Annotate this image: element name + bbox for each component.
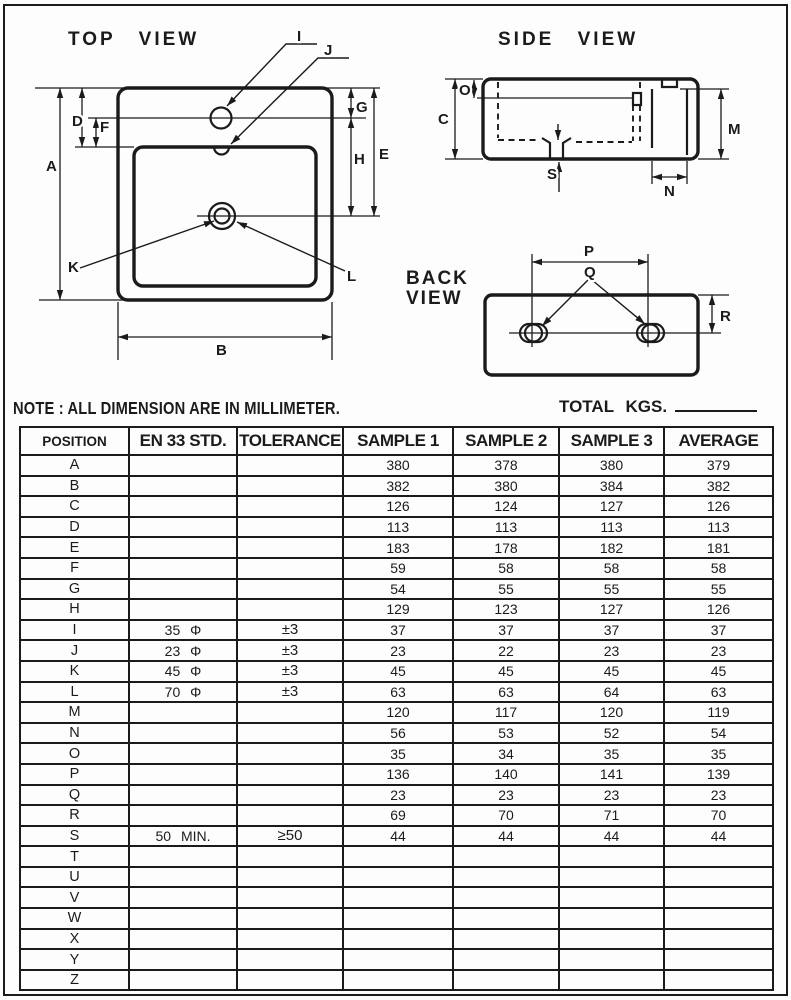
value-cell: [237, 455, 343, 476]
basin-outer-outline: [118, 88, 332, 300]
value-cell: 178: [453, 537, 559, 558]
dim-label-i: I: [297, 28, 302, 45]
value-cell: [453, 846, 559, 867]
value-cell: 37: [559, 620, 664, 641]
value-cell: 35: [664, 743, 773, 764]
col-header-en33std: EN 33 STD.: [129, 427, 237, 455]
top-view-title: TOP VIEW: [68, 29, 200, 50]
value-cell: [343, 846, 453, 867]
value-cell: [664, 846, 773, 867]
value-cell: [237, 970, 343, 991]
position-cell: N: [20, 723, 129, 744]
table-row: [20, 517, 773, 538]
position-cell: K: [20, 661, 129, 682]
table-row: [20, 723, 773, 744]
value-cell: 126: [664, 599, 773, 620]
value-cell: ±3: [237, 661, 343, 682]
value-cell: 45: [664, 661, 773, 682]
table-row: [20, 682, 773, 703]
value-cell: [129, 496, 237, 517]
value-cell: 382: [664, 476, 773, 497]
value-cell: 50 MIN.: [129, 826, 237, 847]
table-row: [20, 929, 773, 950]
value-cell: [343, 929, 453, 950]
value-cell: 23: [559, 640, 664, 661]
total-kgs-label: TOTAL KGS.: [559, 397, 668, 416]
back-view-title-line2: VIEW: [406, 288, 463, 309]
value-cell: 141: [559, 764, 664, 785]
value-cell: [129, 949, 237, 970]
value-cell: 129: [343, 599, 453, 620]
col-header-sample3: SAMPLE 3: [559, 427, 664, 455]
value-cell: [129, 867, 237, 888]
value-cell: [237, 476, 343, 497]
position-cell: E: [20, 537, 129, 558]
value-cell: 127: [559, 599, 664, 620]
position-cell: Z: [20, 970, 129, 991]
table-row: [20, 970, 773, 991]
value-cell: 23: [664, 640, 773, 661]
hidden-line-overflow: [633, 82, 640, 141]
position-cell: W: [20, 908, 129, 929]
top-slot: [662, 80, 677, 87]
col-header-position: POSITION: [20, 427, 129, 455]
dim-label-a: A: [46, 158, 57, 175]
value-cell: [129, 537, 237, 558]
value-cell: 59: [343, 558, 453, 579]
value-cell: 58: [559, 558, 664, 579]
value-cell: [129, 887, 237, 908]
value-cell: 378: [453, 455, 559, 476]
value-cell: 45: [453, 661, 559, 682]
value-cell: 64: [559, 682, 664, 703]
value-cell: [237, 949, 343, 970]
value-cell: 44: [664, 826, 773, 847]
back-ledge-lines: [652, 89, 687, 155]
value-cell: [237, 846, 343, 867]
value-cell: [453, 949, 559, 970]
value-cell: [559, 970, 664, 991]
value-cell: 35: [343, 743, 453, 764]
value-cell: [237, 867, 343, 888]
value-cell: 380: [453, 476, 559, 497]
table-row: [20, 764, 773, 785]
value-cell: [237, 887, 343, 908]
value-cell: [343, 908, 453, 929]
table-row: [20, 620, 773, 641]
position-cell: H: [20, 599, 129, 620]
value-cell: [237, 785, 343, 806]
value-cell: 54: [664, 723, 773, 744]
table-row: [20, 455, 773, 476]
value-cell: 136: [343, 764, 453, 785]
value-cell: 55: [664, 579, 773, 600]
value-cell: 23: [453, 785, 559, 806]
value-cell: 58: [453, 558, 559, 579]
value-cell: 45: [343, 661, 453, 682]
value-cell: 63: [343, 682, 453, 703]
value-cell: [237, 579, 343, 600]
position-cell: F: [20, 558, 129, 579]
value-cell: [559, 908, 664, 929]
value-cell: 119: [664, 702, 773, 723]
value-cell: [237, 599, 343, 620]
dim-label-f: F: [100, 119, 110, 136]
value-cell: 126: [664, 496, 773, 517]
table-row: [20, 496, 773, 517]
dim-label-o: O: [459, 82, 471, 99]
value-cell: [237, 702, 343, 723]
position-cell: L: [20, 682, 129, 703]
dim-label-p: P: [584, 243, 595, 260]
value-cell: 70: [453, 805, 559, 826]
side-outline: [483, 79, 698, 159]
leader-l: [237, 222, 345, 271]
value-cell: 120: [559, 702, 664, 723]
position-cell: Q: [20, 785, 129, 806]
value-cell: [559, 887, 664, 908]
value-cell: 139: [664, 764, 773, 785]
value-cell: 127: [559, 496, 664, 517]
table-row: [20, 867, 773, 888]
value-cell: [343, 949, 453, 970]
position-cell: G: [20, 579, 129, 600]
value-cell: [129, 846, 237, 867]
value-cell: 113: [453, 517, 559, 538]
value-cell: [129, 805, 237, 826]
value-cell: 183: [343, 537, 453, 558]
value-cell: 379: [664, 455, 773, 476]
value-cell: 56: [343, 723, 453, 744]
table-row: [20, 785, 773, 806]
value-cell: [129, 455, 237, 476]
value-cell: [343, 887, 453, 908]
value-cell: [664, 908, 773, 929]
value-cell: [453, 970, 559, 991]
value-cell: [237, 764, 343, 785]
value-cell: 63: [453, 682, 559, 703]
value-cell: [237, 908, 343, 929]
leader-k: [80, 221, 214, 268]
table-row: [20, 743, 773, 764]
value-cell: 53: [453, 723, 559, 744]
table-row: [20, 826, 773, 847]
value-cell: [343, 970, 453, 991]
position-cell: P: [20, 764, 129, 785]
value-cell: 123: [453, 599, 559, 620]
value-cell: [237, 517, 343, 538]
value-cell: 34: [453, 743, 559, 764]
table-row: [20, 599, 773, 620]
value-cell: 182: [559, 537, 664, 558]
value-cell: [129, 723, 237, 744]
value-cell: [129, 579, 237, 600]
col-header-sample1: SAMPLE 1: [343, 427, 453, 455]
back-view-title-line1: BACK: [406, 268, 469, 289]
position-cell: A: [20, 455, 129, 476]
dim-label-n: N: [664, 183, 675, 200]
value-cell: 382: [343, 476, 453, 497]
value-cell: 126: [343, 496, 453, 517]
value-cell: 23: [664, 785, 773, 806]
value-cell: 380: [343, 455, 453, 476]
dim-label-g: G: [356, 99, 368, 116]
position-cell: V: [20, 887, 129, 908]
dimension-note: NOTE : ALL DIMENSION ARE IN MILLIMETER.: [13, 398, 340, 418]
value-cell: [559, 949, 664, 970]
value-cell: 181: [664, 537, 773, 558]
value-cell: ±3: [237, 640, 343, 661]
value-cell: 384: [559, 476, 664, 497]
value-cell: 37: [664, 620, 773, 641]
value-cell: [237, 723, 343, 744]
table-row: [20, 537, 773, 558]
position-cell: B: [20, 476, 129, 497]
value-cell: [664, 970, 773, 991]
value-cell: 120: [343, 702, 453, 723]
side-view-title: SIDE VIEW: [498, 29, 639, 50]
value-cell: [559, 846, 664, 867]
position-cell: I: [20, 620, 129, 641]
value-cell: 44: [343, 826, 453, 847]
dim-label-h: H: [354, 151, 365, 168]
value-cell: [664, 867, 773, 888]
value-cell: [453, 887, 559, 908]
value-cell: 54: [343, 579, 453, 600]
value-cell: 55: [453, 579, 559, 600]
value-cell: [664, 887, 773, 908]
value-cell: [343, 867, 453, 888]
side-view: [438, 29, 741, 200]
back-view: [406, 243, 731, 375]
value-cell: 70 Φ: [129, 682, 237, 703]
value-cell: [559, 929, 664, 950]
top-view: [35, 28, 389, 360]
value-cell: [129, 743, 237, 764]
ref-lines-n: [652, 161, 687, 184]
dim-label-l: L: [347, 268, 357, 285]
dim-label-j: J: [324, 42, 333, 59]
position-cell: X: [20, 929, 129, 950]
dim-label-d: D: [72, 113, 83, 130]
position-cell: M: [20, 702, 129, 723]
back-outline: [485, 295, 698, 375]
technical-drawing: [0, 0, 791, 422]
position-cell: J: [20, 640, 129, 661]
value-cell: 23: [343, 785, 453, 806]
dim-label-c: C: [438, 111, 449, 128]
value-cell: [237, 929, 343, 950]
value-cell: [129, 785, 237, 806]
table-row: [20, 661, 773, 682]
value-cell: ≥50: [237, 826, 343, 847]
table-row: [20, 887, 773, 908]
value-cell: [664, 929, 773, 950]
measurement-table: [19, 426, 774, 991]
value-cell: [453, 929, 559, 950]
dim-label-m: M: [728, 121, 741, 138]
value-cell: [129, 970, 237, 991]
value-cell: 44: [453, 826, 559, 847]
overflow-port: [633, 93, 641, 105]
dim-label-k: K: [68, 259, 79, 276]
table-row: [20, 949, 773, 970]
value-cell: 70: [664, 805, 773, 826]
position-cell: U: [20, 867, 129, 888]
col-header-tolerance: TOLERANCE: [237, 427, 343, 455]
col-header-sample2: SAMPLE 2: [453, 427, 559, 455]
dim-label-e: E: [379, 146, 390, 163]
value-cell: 69: [343, 805, 453, 826]
value-cell: 45 Φ: [129, 661, 237, 682]
value-cell: [664, 949, 773, 970]
value-cell: 44: [559, 826, 664, 847]
position-cell: S: [20, 826, 129, 847]
value-cell: 37: [453, 620, 559, 641]
value-cell: [237, 558, 343, 579]
value-cell: 55: [559, 579, 664, 600]
value-cell: [129, 476, 237, 497]
value-cell: [453, 867, 559, 888]
value-cell: 71: [559, 805, 664, 826]
value-cell: 113: [559, 517, 664, 538]
drain-trap: [542, 138, 571, 158]
table-row: [20, 702, 773, 723]
table-row: [20, 579, 773, 600]
table-row: [20, 908, 773, 929]
dim-label-r: R: [720, 308, 731, 325]
value-cell: 23: [343, 640, 453, 661]
table-row: [20, 640, 773, 661]
value-cell: [129, 908, 237, 929]
value-cell: [129, 702, 237, 723]
dim-label-b: B: [216, 342, 227, 359]
value-cell: 22: [453, 640, 559, 661]
value-cell: [237, 496, 343, 517]
position-cell: C: [20, 496, 129, 517]
value-cell: 113: [343, 517, 453, 538]
leader-q-left: [542, 280, 588, 326]
leader-i: [227, 44, 317, 106]
table-row: [20, 558, 773, 579]
value-cell: [237, 805, 343, 826]
position-cell: R: [20, 805, 129, 826]
leader-q-right: [592, 280, 645, 324]
measurement-table-body: [20, 455, 773, 990]
value-cell: 23 Φ: [129, 640, 237, 661]
value-cell: 140: [453, 764, 559, 785]
table-row: [20, 846, 773, 867]
value-cell: [453, 908, 559, 929]
position-cell: O: [20, 743, 129, 764]
value-cell: [129, 599, 237, 620]
value-cell: 35 Φ: [129, 620, 237, 641]
value-cell: 52: [559, 723, 664, 744]
value-cell: ±3: [237, 682, 343, 703]
value-cell: [237, 537, 343, 558]
value-cell: 58: [664, 558, 773, 579]
value-cell: [237, 743, 343, 764]
value-cell: 113: [664, 517, 773, 538]
value-cell: [129, 558, 237, 579]
value-cell: [129, 517, 237, 538]
total-kgs-field: [559, 396, 757, 417]
table-row: [20, 805, 773, 826]
value-cell: ±3: [237, 620, 343, 641]
position-cell: D: [20, 517, 129, 538]
value-cell: 124: [453, 496, 559, 517]
position-cell: Y: [20, 949, 129, 970]
table-header-row: [20, 427, 773, 455]
value-cell: 35: [559, 743, 664, 764]
dim-label-s: S: [547, 166, 558, 183]
position-cell: T: [20, 846, 129, 867]
table-row: [20, 476, 773, 497]
total-kgs-underline: [675, 396, 757, 412]
value-cell: 23: [559, 785, 664, 806]
value-cell: [129, 929, 237, 950]
value-cell: 63: [664, 682, 773, 703]
value-cell: 380: [559, 455, 664, 476]
value-cell: [129, 764, 237, 785]
dim-label-q: Q: [584, 264, 596, 281]
value-cell: [559, 867, 664, 888]
value-cell: 117: [453, 702, 559, 723]
col-header-average: AVERAGE: [664, 427, 773, 455]
value-cell: 45: [559, 661, 664, 682]
value-cell: 37: [343, 620, 453, 641]
